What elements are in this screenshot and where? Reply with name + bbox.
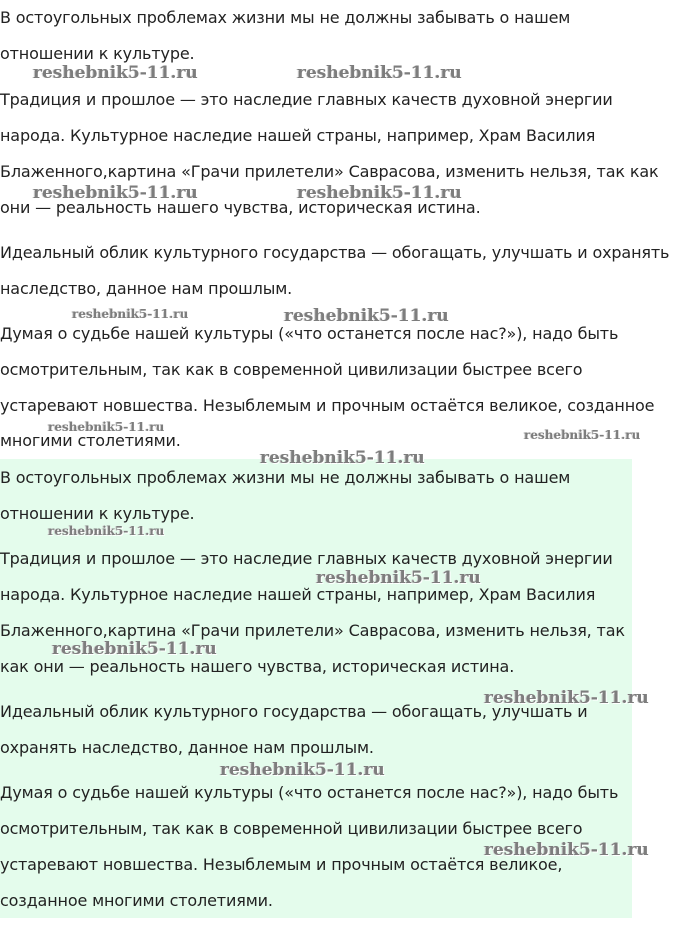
watermark: reshebnik5-11.ru bbox=[72, 307, 189, 321]
text-line: В остоугольных проблемах жизни мы не должны забывать о нашем bbox=[0, 8, 571, 27]
watermark: reshebnik5-11.ru bbox=[48, 524, 165, 538]
watermark: reshebnik5-11.ru bbox=[33, 183, 198, 203]
text-line: наследство, данное нам прошлым. bbox=[0, 279, 293, 298]
text-line: охранять наследство, данное нам прошлым. bbox=[0, 738, 374, 757]
watermark: reshebnik5-11.ru bbox=[260, 448, 425, 468]
text-line: Традиция и прошлое — это наследие главных качеств духовной энергии bbox=[0, 549, 613, 568]
text-line: как они — реальность нашего чувства, историческая истина. bbox=[0, 657, 515, 676]
watermark: reshebnik5-11.ru bbox=[48, 420, 165, 434]
text-line: народа. Культурное наследие нашей страны, например, Храм Василия bbox=[0, 585, 596, 604]
text-line: устаревают новшества. Незыблемым и прочным остаётся великое, созданное bbox=[0, 396, 655, 415]
text-line: Блаженного,картина «Грачи прилетели» Саврасова, изменить нельзя, так как bbox=[0, 162, 659, 181]
watermark: reshebnik5-11.ru bbox=[297, 183, 462, 203]
watermark: reshebnik5-11.ru bbox=[33, 63, 198, 83]
text-line: осмотрительным, так как в современной цивилизации быстрее всего bbox=[0, 819, 583, 838]
text-line: устаревают новшества. Незыблемым и прочным остаётся великое, bbox=[0, 855, 563, 874]
watermark: reshebnik5-11.ru bbox=[220, 760, 385, 780]
text-line: отношении к культуре. bbox=[0, 504, 195, 523]
text-line: В остоугольных проблемах жизни мы не должны забывать о нашем bbox=[0, 468, 571, 487]
text-line: созданное многими столетиями. bbox=[0, 891, 273, 910]
text-line: народа. Культурное наследие нашей страны, например, Храм Василия bbox=[0, 126, 596, 145]
watermark: reshebnik5-11.ru bbox=[52, 639, 217, 659]
watermark: reshebnik5-11.ru bbox=[524, 428, 641, 442]
text-line: Блаженного,картина «Грачи прилетели» Саврасова, изменить нельзя, так bbox=[0, 621, 625, 640]
text-line: Идеальный облик культурного государства — обогащать, улучшать и охранять bbox=[0, 243, 670, 262]
watermark: reshebnik5-11.ru bbox=[484, 840, 649, 860]
watermark: reshebnik5-11.ru bbox=[484, 688, 649, 708]
text-line: осмотрительным, так как в современной цивилизации быстрее всего bbox=[0, 360, 583, 379]
text-line: многими столетиями. bbox=[0, 431, 181, 450]
text-line: Думая о судьбе нашей культуры («что останется после нас?»), надо быть bbox=[0, 324, 619, 343]
watermark: reshebnik5-11.ru bbox=[316, 568, 481, 588]
text-line: отношении к культуре. bbox=[0, 44, 195, 63]
text-line: Идеальный облик культурного государства — обогащать, улучшать и bbox=[0, 702, 588, 721]
watermark: reshebnik5-11.ru bbox=[297, 63, 462, 83]
text-line: они — реальность нашего чувства, историческая истина. bbox=[0, 198, 481, 217]
text-line: Думая о судьбе нашей культуры («что останется после нас?»), надо быть bbox=[0, 783, 619, 802]
text-line: Традиция и прошлое — это наследие главных качеств духовной энергии bbox=[0, 90, 613, 109]
watermark: reshebnik5-11.ru bbox=[284, 306, 449, 326]
